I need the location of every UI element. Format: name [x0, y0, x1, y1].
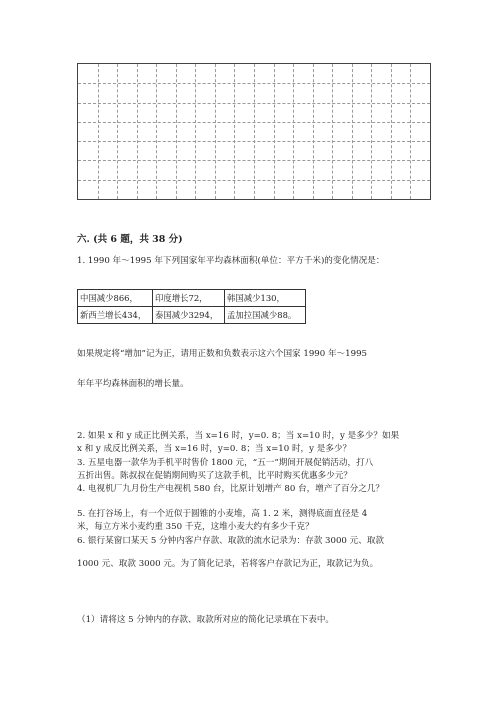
table-cell: 泰国减少3294， [153, 307, 225, 324]
table-cell: 印度增长72， [153, 290, 225, 307]
question-4-line1: 4. 电视机厂九月份生产电视机 580 台，比原计划增产 80 台，增产了百分之几？ [77, 484, 385, 494]
grid-column-line [137, 64, 138, 199]
question-1-text: 1. 1990 年～1995 年下列国家年平均森林面积(单位：平方千米)的变化情况是： [77, 256, 385, 266]
question-2-line1: 2. 如果 x 和 y 成正比例关系，当 x=16 时，y=0. 8；当 x=10 时，y 是多少？如果 [77, 431, 400, 441]
grid-column-line [313, 64, 314, 199]
grid-column-line [352, 64, 353, 199]
question-1-instruction-line1: 如果规定将“增加”记为正，请用正数和负数表示这六个国家 1990 年～1995 [77, 349, 368, 359]
question-6-line1: 6. 银行某窗口某天 5 分钟内客户存款、取款的流水记录为：存款 3000 元、取款 [77, 536, 385, 546]
question-6-line2: 1000 元、取款 3000 元。为了简化记录，若将客户存款记为正，取款记为负。 [77, 559, 379, 569]
grid-column-line [371, 64, 372, 199]
question-3-line2: 五折出售。陈叔叔在促销期间购买了这款手机，比平时购买优惠多少元？ [77, 471, 353, 481]
grid-column-line [117, 64, 118, 199]
grid-column-line [293, 64, 294, 199]
table-cell: 孟加拉国减少88。 [225, 307, 306, 324]
question-2-line2: x 和 y 成反比例关系，当 x=16 时，y=0. 8；当 x=10 时，y 是多少？ [77, 444, 352, 454]
question-5-line2: 米，每立方米小麦约重 350 千克，这堆小麦大约有多少千克？ [77, 522, 314, 532]
table-row [78, 290, 306, 307]
grid-column-line [234, 64, 235, 199]
table-row [78, 307, 306, 324]
grid-column-line [391, 64, 392, 199]
question-5-line1: 5. 在打谷场上，有一个近似于圆锥的小麦堆，高 1. 2 米，测得底面直径是 4 [77, 509, 368, 519]
answer-grid [77, 63, 431, 200]
question-6-subquestion-1: （1）请将这 5 分钟内的存款、取款所对应的简化记录填在下表中。 [77, 615, 335, 625]
grid-column-line [176, 64, 177, 199]
grid-column-line [215, 64, 216, 199]
grid-column-line [156, 64, 157, 199]
table-cell: 新西兰增长434， [78, 307, 153, 324]
section-title: 六. (共 6 题，共 38 分) [77, 234, 183, 245]
grid-column-line [410, 64, 411, 199]
grid-column-line [254, 64, 255, 199]
forest-change-table [77, 289, 306, 324]
table-cell: 韩国减少130， [225, 290, 306, 307]
grid-column-line [195, 64, 196, 199]
grid-column-line [332, 64, 333, 199]
table-cell: 中国减少866， [78, 290, 153, 307]
grid-column-line [98, 64, 99, 199]
grid-column-line [274, 64, 275, 199]
question-3-line1: 3. 五星电器一款华为手机平时售价 1800 元，“五一”期间开展促销活动，打八 [77, 458, 374, 468]
question-1-instruction-line2: 年年平均森林面积的增长量。 [77, 379, 189, 389]
